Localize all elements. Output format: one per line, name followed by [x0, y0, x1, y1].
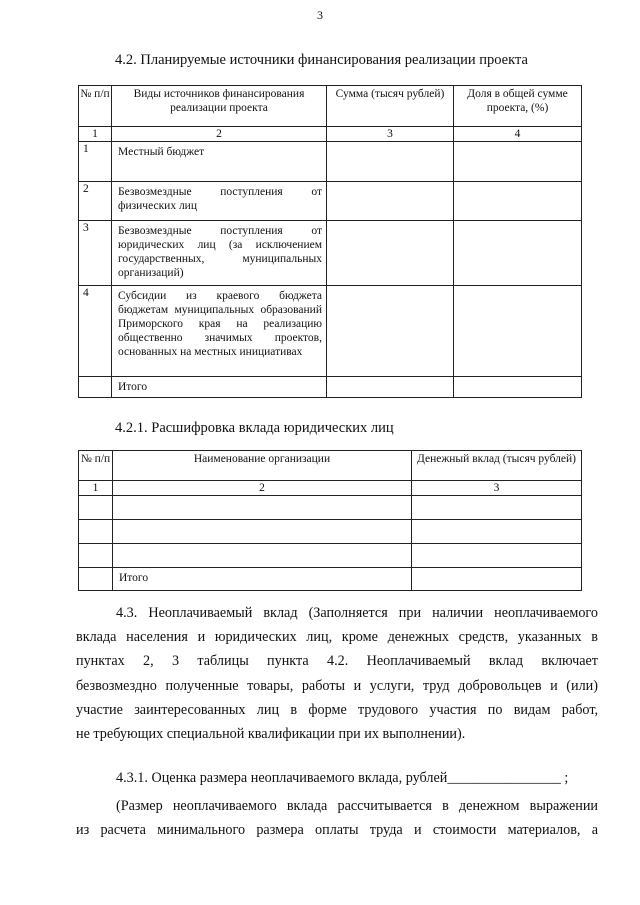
paragraph-4-3-1: 4.3.1. Оценка размера неоплачиваемого вклада, рублей________________ ;: [116, 770, 569, 786]
note-line-1: (Размер неоплачиваемого вклада рассчитывается в денежном выражении: [116, 798, 598, 814]
row-number: 4: [79, 286, 112, 377]
paragraph-4-3-line-6: не требующих специальной квалификации при их выполнении).: [76, 726, 466, 742]
table-row: [79, 520, 582, 544]
row-source: Безвозмездные поступления от физических лиц: [112, 182, 327, 221]
table-row: [79, 286, 582, 377]
row-share-cell: [454, 286, 582, 377]
col-number: 4: [454, 127, 582, 142]
paragraph-4-3-line-1: 4.3. Неоплачиваемый вклад (Заполняется при наличии неоплачиваемого: [116, 605, 598, 621]
col-number: 1: [79, 481, 113, 496]
row-number: 2: [79, 182, 112, 221]
row-number: 3: [79, 221, 112, 286]
row-sum-cell: [327, 182, 454, 221]
col-number: 2: [113, 481, 412, 496]
note-line-2: из расчета минимального размера оплаты труда и стоимости материалов, а: [76, 822, 598, 838]
col-number: 2: [112, 127, 327, 142]
header-cash: Денежный вклад (тысяч рублей): [412, 451, 582, 481]
header-sum: Сумма (тысяч рублей): [327, 86, 454, 127]
total-label: Итого: [112, 377, 327, 398]
section-4-2-1-heading: 4.2.1. Расшифровка вклада юридических лиц: [115, 420, 394, 436]
table-row: [79, 544, 582, 568]
row-source: Безвозмездные поступления от юридических лиц (за исключением государственных, муниципальных организаций): [112, 221, 327, 286]
col-number: 3: [327, 127, 454, 142]
row-share-cell: [454, 182, 582, 221]
row-share-cell: [454, 142, 582, 182]
total-sum-cell: [327, 377, 454, 398]
col-number: 1: [79, 127, 112, 142]
legal-entities-table: [78, 450, 582, 591]
header-share: Доля в общей сумме проекта, (%): [454, 86, 582, 127]
row-source: Субсидии из краевого бюджета бюджетам муниципальных образований Приморского края на реализацию общественно значимых проектов, основанных на местных инициативах: [112, 286, 327, 377]
header-org: Наименование организации: [113, 451, 412, 481]
row-sum-cell: [327, 142, 454, 182]
col-number: 3: [412, 481, 582, 496]
paragraph-4-3-line-2: вклада населения и юридических лиц, кроме денежных средств, указанных в: [76, 629, 598, 645]
section-4-2-heading: 4.2. Планируемые источники финансирования реализации проекта: [115, 52, 528, 68]
row-source: Местный бюджет: [112, 142, 327, 182]
table-row: [79, 182, 582, 221]
total-row: [79, 377, 582, 398]
total-label: Итого: [113, 568, 412, 591]
header-num: № п/п: [79, 86, 112, 127]
financing-sources-table: [78, 85, 582, 398]
row-sum-cell: [327, 221, 454, 286]
table-row: [79, 221, 582, 286]
header-num: № п/п: [79, 451, 113, 481]
paragraph-4-3-line-4: безвозмездно полученные товары, работы и услуги, труд добровольцев и (или): [76, 678, 598, 694]
header-source: Виды источников финансирования реализации проекта: [112, 86, 327, 127]
row-share-cell: [454, 221, 582, 286]
table-row: [79, 142, 582, 182]
paragraph-4-3-line-3: пунктах 2, 3 таблицы пункта 4.2. Неоплачиваемый вклад включает: [76, 653, 598, 669]
total-share-cell: [454, 377, 582, 398]
total-row: [79, 568, 582, 591]
paragraph-4-3-line-5: участие заинтересованных лиц в форме трудового участия по видам работ,: [76, 702, 598, 718]
page-number: 3: [317, 8, 323, 22]
row-number: 1: [79, 142, 112, 182]
table-row: [79, 496, 582, 520]
row-sum-cell: [327, 286, 454, 377]
